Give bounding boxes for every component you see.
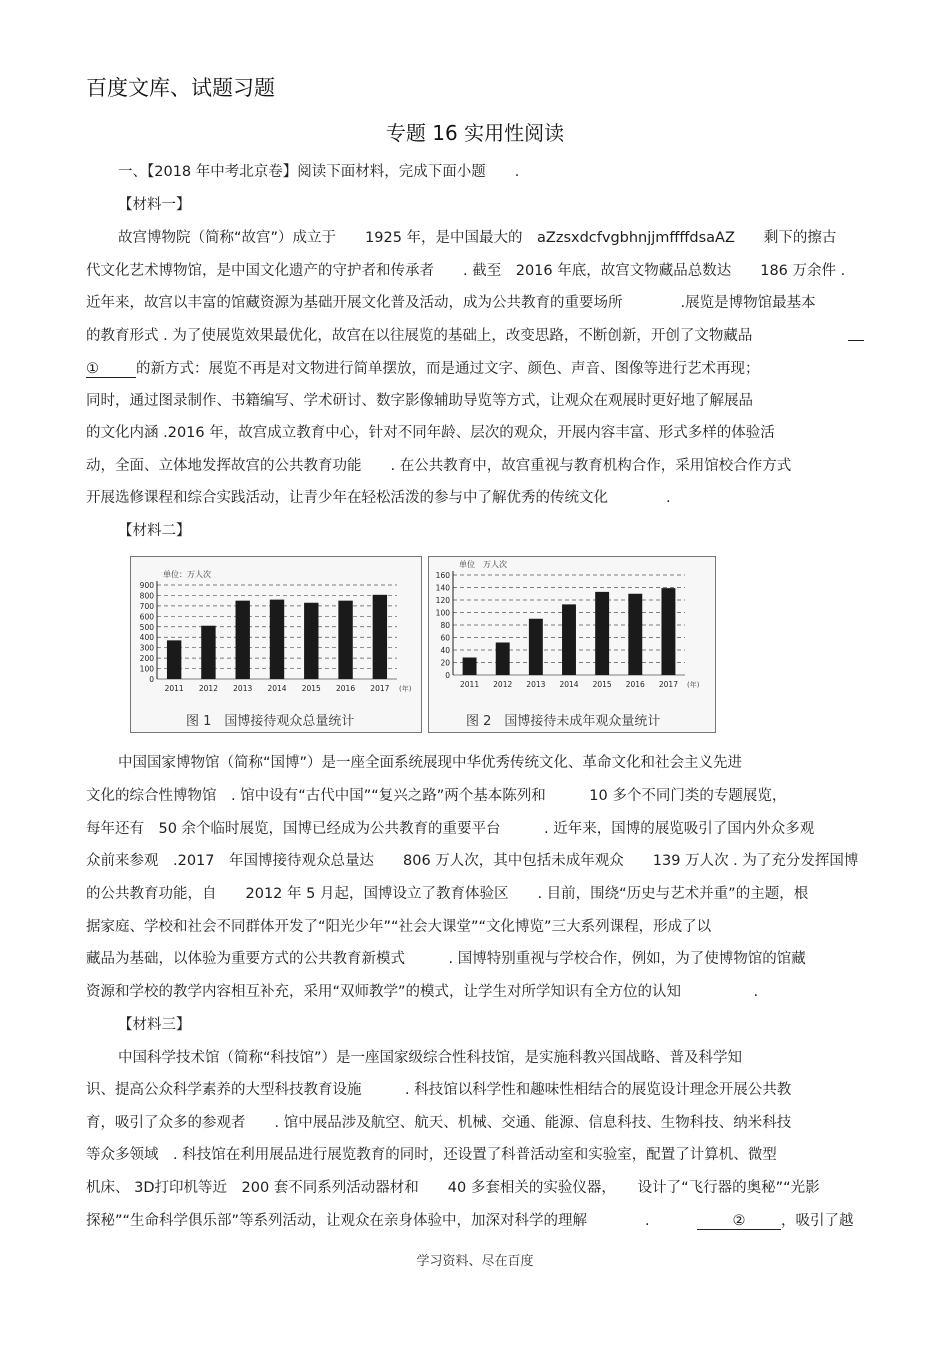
material3-label: 【材料三】 — [118, 1017, 191, 1033]
y-tick-label: 40 — [440, 646, 450, 655]
material1-line-text: 的新方式：展览不再是对文物进行简单摆放，而是通过文字、颜色、声音、图像等进行艺术再现； — [136, 361, 760, 377]
material3-line: 识、提高公众科学素养的大型科技教育设施 . 科技馆以科学性和趣味性相结合的展览设计理念开展公共教 — [86, 1082, 792, 1098]
bar-2011 — [167, 640, 181, 679]
y-tick-label: 600 — [139, 612, 154, 622]
material1-blank-line — [86, 357, 760, 378]
x-axis-suffix: (年) — [687, 681, 700, 689]
bar-2013 — [529, 619, 543, 675]
x-tick-label: 2013 — [526, 680, 546, 689]
bar-2011 — [463, 658, 477, 676]
blank-1: ① — [86, 361, 136, 378]
material1-line: 代文化艺术博物馆，是中国文化遗产的守护者和传承者 . 截至 2016 年底，故宫文物藏品总数达 186 万余件 . — [86, 263, 846, 279]
question-prompt: 一、【2018 年中考北京卷】阅读下面材料，完成下面小题 . — [118, 164, 520, 180]
y-tick-label: 800 — [139, 591, 154, 601]
material2-line: 每年还有 50 余个临时展览，国博已经成为公共教育的重要平台 . 近年来，国博的展览吸引了国内外众多观 — [86, 821, 815, 837]
blank-2: ② — [697, 1213, 781, 1230]
material3-line: 机床、 3D打印机等近 200 套不同系列活动器材和 40 多套相关的实验仪器， 设计了“飞行器的奥秘”“光影 — [86, 1180, 820, 1196]
material2-line: 藏品为基础，以体验为重要方式的公共教育新模式 . 国博特别重视与学校合作，例如，为了使博物馆的馆藏 — [86, 951, 806, 967]
y-tick-label: 900 — [139, 581, 154, 590]
bar-2014 — [562, 604, 576, 675]
y-tick-label: 0 — [149, 675, 154, 684]
material3-line: 探秘”“生命科学俱乐部”等系列活动，让观众在亲身体验中，加深对科学的理解 . — [86, 1213, 650, 1229]
y-tick-label: 300 — [139, 643, 154, 653]
y-tick-label: 500 — [139, 622, 154, 632]
y-tick-label: 20 — [440, 658, 450, 668]
bar-2012 — [496, 643, 510, 676]
bar-2015 — [304, 603, 318, 679]
y-tick-label: 700 — [139, 601, 154, 611]
x-tick-label: 2013 — [233, 684, 253, 693]
chart-2-box — [428, 556, 716, 733]
y-tick-label: 100 — [435, 608, 450, 618]
material1-line: 开展选修课程和综合实践活动，让青少年在轻松活泼的参与中了解优秀的传统文化 . — [86, 490, 671, 506]
material1-line: 故宫博物院（简称“故宫”）成立于 1925 年，是中国最大的 aZzsxdcfvgbhnjjmffffdsaAZ 剩下的擦古 — [118, 230, 837, 246]
material3-blank-line — [697, 1209, 854, 1230]
material1-line: 的文化内涵 .2016 年，故宫成立教育中心，针对不同年龄、层次的观众，开展内容丰富、形式多样的体验活 — [86, 425, 775, 441]
y-tick-label: 400 — [139, 633, 154, 643]
y-tick-label: 0 — [445, 671, 450, 680]
x-tick-label: 2016 — [336, 684, 356, 693]
material2-line: 众前来参观 .2017 年国博接待观众总量达 806 万人次，其中包括未成年观众 139 万人次 . 为了充分发挥国博 — [86, 853, 859, 869]
material2-line: 文化的综合性博物馆 . 馆中设有“古代中国”“复兴之路”两个基本陈列和 10 多个不同门类的专题展览， — [86, 788, 787, 804]
chart-1-box — [130, 556, 422, 733]
x-tick-label: 2017 — [658, 680, 678, 689]
material2-label: 【材料二】 — [118, 523, 191, 539]
x-tick-label: 2014 — [559, 680, 579, 689]
material1-line: 的教育形式 . 为了使展览效果最优化，故宫在以往展览的基础上，改变思路，不断创新，开创了文物藏品 — [86, 328, 753, 344]
material3-line-tail: ，吸引了越 — [781, 1213, 854, 1229]
x-tick-label: 2011 — [164, 684, 184, 693]
x-tick-label: 2016 — [625, 680, 645, 689]
chart-1-caption: 图 1 国博接待观众总量统计 — [186, 714, 355, 729]
y-tick-label: 60 — [440, 633, 450, 643]
x-tick-label: 2014 — [267, 684, 287, 693]
x-tick-label: 2011 — [460, 680, 480, 689]
y-tick-label: 80 — [440, 621, 450, 630]
x-tick-label: 2017 — [370, 684, 390, 693]
bar-2017 — [373, 595, 387, 679]
bar-2016 — [338, 601, 352, 679]
y-tick-label: 100 — [139, 664, 154, 674]
x-tick-label: 2012 — [198, 684, 218, 693]
material1-label: 【材料一】 — [118, 197, 191, 213]
x-tick-label: 2015 — [301, 684, 321, 693]
x-tick-label: 2012 — [493, 680, 513, 689]
chart-2-caption: 图 2 国博接待未成年观众量统计 — [466, 714, 661, 729]
material2-line: 的公共教育功能，自 2012 年 5 月起，国博设立了教育体验区 . 目前，围绕“历史与艺术并重”的主题，根 — [86, 886, 809, 902]
bar-2013 — [236, 601, 250, 679]
blank-underline — [848, 340, 864, 341]
material3-line: 育，吸引了众多的参观者 . 馆中展品涉及航空、航天、机械、交通、能源、信息科技、生物科技、纳米科技 — [86, 1115, 792, 1131]
material3-line: 中国科学技术馆（简称“科技馆”）是一座国家级综合性科技馆，是实施科教兴国战略、普及科学知 — [118, 1050, 743, 1066]
chart-unit-label: 单位：万人次 — [163, 570, 211, 579]
material1-line: 同时，通过图录制作、书籍编写、学术研讨、数字影像辅助导览等方式，让观众在观展时更好地了解展品 — [86, 393, 753, 409]
x-tick-label: 2015 — [592, 680, 612, 689]
material1-line: 动，全面、立体地发挥故宫的公共教育功能 . 在公共教育中，故宫重视与教育机构合作，采用馆校合作方式 — [86, 458, 792, 474]
bar-2012 — [201, 626, 215, 679]
chart-1-svg — [131, 557, 421, 732]
bar-2014 — [270, 600, 284, 679]
y-tick-label: 200 — [139, 654, 154, 664]
bar-2017 — [661, 588, 675, 675]
page-footer: 学习资料、尽在百度 — [416, 1254, 534, 1269]
chart-unit-label: 单位 万人次 — [459, 560, 507, 569]
page-title: 专题 16 实用性阅读 — [385, 121, 565, 145]
material1-line: 近年来，故宫以丰富的馆藏资源为基础开展文化普及活动，成为公共教育的重要场所 .展览是博物馆最基本 — [86, 295, 816, 311]
document-header: 百度文库、试题习题 — [86, 76, 275, 100]
material2-line: 中国国家博物馆（简称“国博”）是一座全面系统展现中华优秀传统文化、革命文化和社会主义先进 — [118, 755, 743, 771]
y-tick-label: 140 — [435, 583, 450, 593]
x-axis-suffix: (年) — [399, 685, 412, 693]
bar-2015 — [595, 592, 609, 675]
material2-line: 据家庭、学校和社会不同群体开发了“阳光少年”“社会大课堂”“文化博览”三大系列课程，形成了以 — [86, 919, 712, 935]
material2-line: 资源和学校的教学内容相互补充，采用“双师教学”的模式，让学生对所学知识有全方位的认知 . — [86, 984, 759, 1000]
y-tick-label: 120 — [435, 596, 450, 605]
bar-2016 — [628, 594, 642, 675]
y-tick-label: 160 — [435, 571, 450, 580]
material3-line: 等众多领域 . 科技馆在利用展品进行展览教育的同时，还设置了科普活动室和实验室，配置了计算机、微型 — [86, 1147, 777, 1163]
chart-2-svg — [429, 557, 715, 732]
